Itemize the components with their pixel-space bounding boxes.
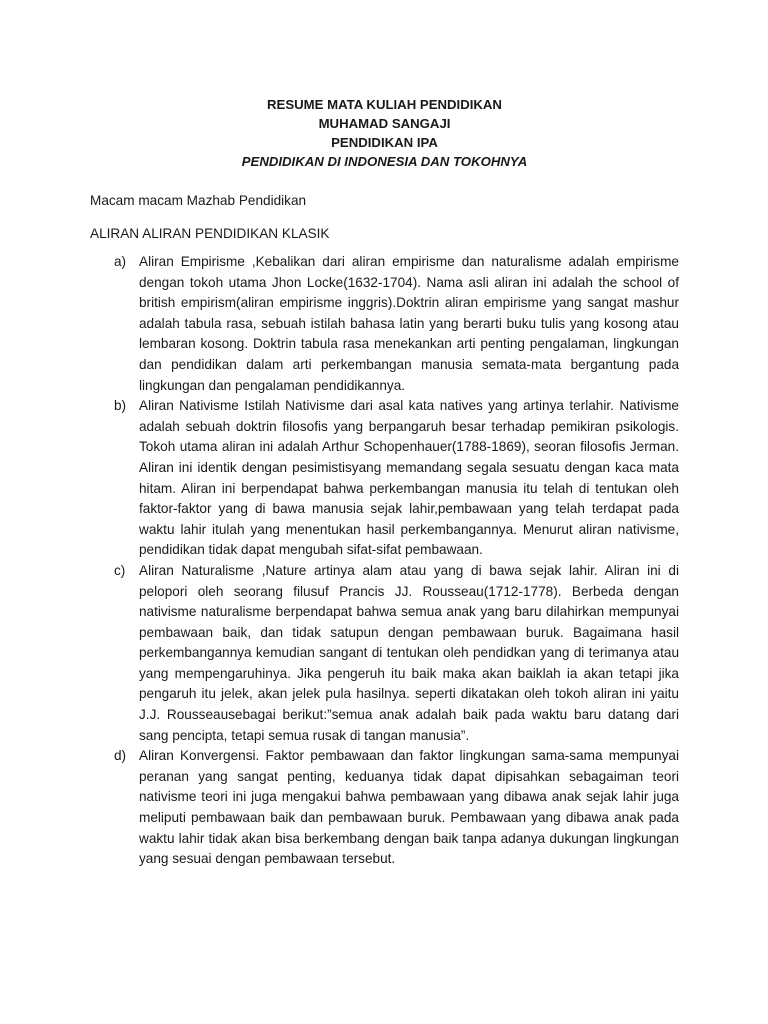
list-item (90, 746, 679, 870)
list-item-text: Aliran Konvergensi. Faktor pembawaan dan faktor lingkungan sama-sama mempunyai peranan yang sangat penting, keduanya tidak dapat dipisahkan sebagaiman teori nativisme teori ini juga mengakui bahwa pembawaan yang dibawa anak sejak lahir juga meliputi pembawaan baik dan pembawaan buruk. Pembawaan yang dibawa anak pada waktu lahir tidak akan bisa berkembang dengan baik tanpa adanya dukungan lingkungan yang sesuai dengan pembawaan tersebut. (139, 748, 679, 867)
document-header (90, 95, 679, 171)
list-item-text: Aliran Naturalisme ,Nature artinya alam atau yang di bawa sejak lahir. Aliran ini di pelopori oleh seorang filusuf Prancis JJ. Rousseau(1712-1778). Berbeda dengan nativisme naturalisme berpendapat bahwa semua anak yang baru dilahirkan mempunyai pembawaan baik, dan tidak satupun dengan pembawaan buruk. Bagaimana hasil perkembangannya kemudian sangant di tentukan oleh pendidkan yang di terimanya atau yang mempengaruhinya. Jika pengeruh itu baik maka akan baiklah ia akan tetapi jika pengaruh itu jelek, akan jelek pula hasilnya. seperti dikatakan oleh tokoh aliran ini yaitu J.J. Rousseausebagai berikut:”semua anak adalah baik pada waktu baru datang dari sang pencipta, tetapi semua rusak di tangan manusia”. (139, 562, 679, 743)
list-item (90, 252, 679, 396)
list-item-text: Aliran Nativisme Istilah Nativisme dari asal kata natives yang artinya terlahir. Nativisme adalah sebuah doktrin filosofis yang berpangaruh besar terhadap pemikiran psikologis. Tokoh utama aliran ini adalah Arthur Schopenhauer(1788-1869), seoran filosofis Jerman. Aliran ini identik dengan pesimistisyang memandang segala sesuatu dengan kaca mata hitam. Aliran ini berpendapat bahwa perkembangan manusia itu telah di tentukan oleh faktor-faktor yang di bawa manusia sejak lahir,pembawaan yang telah terdapat pada waktu lahir itulah yang menentukan hasil perkembangannya. Menurut aliran nativisme, pendidikan tidak dapat mengubah sifat-sifat pembawaan. (139, 398, 679, 558)
course-title: RESUME MATA KULIAH PENDIDIKAN (267, 97, 502, 112)
author-name: MUHAMAD SANGAJI (318, 116, 451, 131)
list-marker: c) (114, 562, 126, 578)
list-item-text: Aliran Empirisme ,Kebalikan dari aliran empirisme dan naturalisme adalah empirisme dengan tokoh utama Jhon Locke(1632-1704). Nama asli aliran ini adalah the school of british empirism(aliran empirisme inggris).Doktrin aliran empirisme yang sangat mashur adalah tabula rasa, sebuah istilah bahasa latin yang berarti buku tulis yang kosong atau lembaran kosong. Doktrin tabula rasa menekankan arti penting pengalaman, lingkungan dan pendidikan dalam arti perkembangan manusia semata-mata bergantung pada lingkungan dan pengalaman pendidikannya. (139, 254, 679, 393)
section-heading: ALIRAN ALIRAN PENDIDIKAN KLASIK (90, 226, 330, 241)
list-item (90, 396, 679, 561)
list-item (90, 561, 679, 746)
program-name: PENDIDIKAN IPA (331, 135, 438, 150)
list-marker: a) (114, 254, 127, 269)
aliran-list (90, 252, 679, 870)
intro-line: Macam macam Mazhab Pendidikan (90, 193, 307, 208)
list-marker: d) (114, 748, 127, 764)
list-marker: b) (114, 398, 127, 414)
document-subtitle: PENDIDIKAN DI INDONESIA DAN TOKOHNYA (241, 154, 528, 169)
